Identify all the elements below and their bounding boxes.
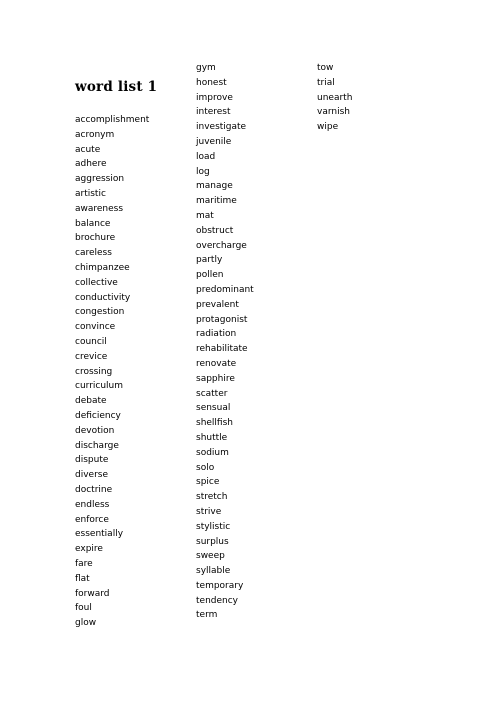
word-item: term xyxy=(196,610,218,621)
word-item: discharge xyxy=(75,440,119,451)
word-item: curriculum xyxy=(75,381,124,392)
word-item: rehabilitate xyxy=(196,344,248,355)
word-item: council xyxy=(75,336,107,347)
word-item: improve xyxy=(196,92,233,103)
word-item: overcharge xyxy=(196,240,247,251)
word-item: log xyxy=(196,166,210,177)
word-item: flat xyxy=(75,573,90,584)
word-item: shuttle xyxy=(196,432,228,443)
word-item: pollen xyxy=(196,270,224,281)
word-item: dispute xyxy=(75,455,109,466)
word-item: interest xyxy=(196,107,231,118)
word-item: investigate xyxy=(196,122,247,133)
word-item: protagonist xyxy=(196,314,248,325)
word-item: debate xyxy=(75,396,107,407)
word-item: load xyxy=(196,151,216,162)
word-item: predominant xyxy=(196,284,254,295)
word-item: gym xyxy=(196,63,216,73)
word-item: acronym xyxy=(75,129,115,140)
word-item: varnish xyxy=(317,107,350,118)
word-item: radiation xyxy=(196,329,237,340)
word-item: mat xyxy=(196,210,214,221)
word-item: crevice xyxy=(75,351,108,362)
word-column-1 xyxy=(75,113,149,631)
word-item: stretch xyxy=(196,492,228,503)
word-item: doctrine xyxy=(75,484,113,495)
word-item: spice xyxy=(196,477,220,488)
word-item: temporary xyxy=(196,580,244,591)
word-item: congestion xyxy=(75,307,125,318)
word-item: trial xyxy=(317,77,335,88)
word-column-2 xyxy=(196,61,254,623)
word-item: foul xyxy=(75,603,92,614)
word-item: crossing xyxy=(75,366,113,377)
word-item: expire xyxy=(75,544,103,555)
word-item: obstruct xyxy=(196,225,234,236)
word-item: renovate xyxy=(196,358,237,369)
word-item: deficiency xyxy=(75,410,121,421)
word-item: aggression xyxy=(75,174,125,185)
word-item: accomplishment xyxy=(75,115,150,125)
word-item: sodium xyxy=(196,447,229,458)
word-item: convince xyxy=(75,322,116,333)
word-item: artistic xyxy=(75,188,106,199)
word-item: balance xyxy=(75,218,111,229)
word-item: honest xyxy=(196,77,227,88)
word-item: fare xyxy=(75,558,93,569)
word-item: collective xyxy=(75,277,118,288)
word-item: manage xyxy=(196,181,233,192)
word-item: conductivity xyxy=(75,292,131,303)
word-item: strive xyxy=(196,506,222,517)
word-item: syllable xyxy=(196,566,231,577)
word-item: prevalent xyxy=(196,299,239,310)
word-item: unearth xyxy=(317,92,353,103)
word-item: endless xyxy=(75,499,110,510)
word-item: solo xyxy=(196,462,215,473)
word-item: careless xyxy=(75,248,112,259)
word-item: brochure xyxy=(75,233,116,244)
word-item: wipe xyxy=(317,122,339,133)
word-item: stylistic xyxy=(196,521,231,532)
word-item: sensual xyxy=(196,403,231,414)
word-item: glow xyxy=(75,618,97,629)
word-item: tow xyxy=(317,63,334,73)
word-item: enforce xyxy=(75,514,109,525)
word-item: scatter xyxy=(196,388,228,399)
word-list-title: word list 1 xyxy=(75,79,158,95)
word-item: chimpanzee xyxy=(75,262,130,273)
word-item: shellfish xyxy=(196,418,233,429)
word-item: tendency xyxy=(196,595,238,606)
word-column-3 xyxy=(317,61,352,135)
word-item: adhere xyxy=(75,159,107,170)
word-item: acute xyxy=(75,144,101,155)
word-item: juvenile xyxy=(196,136,232,147)
word-item: surplus xyxy=(196,536,229,547)
word-item: maritime xyxy=(196,196,237,207)
word-item: awareness xyxy=(75,203,124,214)
word-item: devotion xyxy=(75,425,115,436)
word-item: sweep xyxy=(196,551,225,562)
word-item: essentially xyxy=(75,529,124,540)
word-item: sapphire xyxy=(196,373,235,384)
word-item: forward xyxy=(75,588,110,599)
word-item: partly xyxy=(196,255,223,266)
word-item: diverse xyxy=(75,470,109,481)
